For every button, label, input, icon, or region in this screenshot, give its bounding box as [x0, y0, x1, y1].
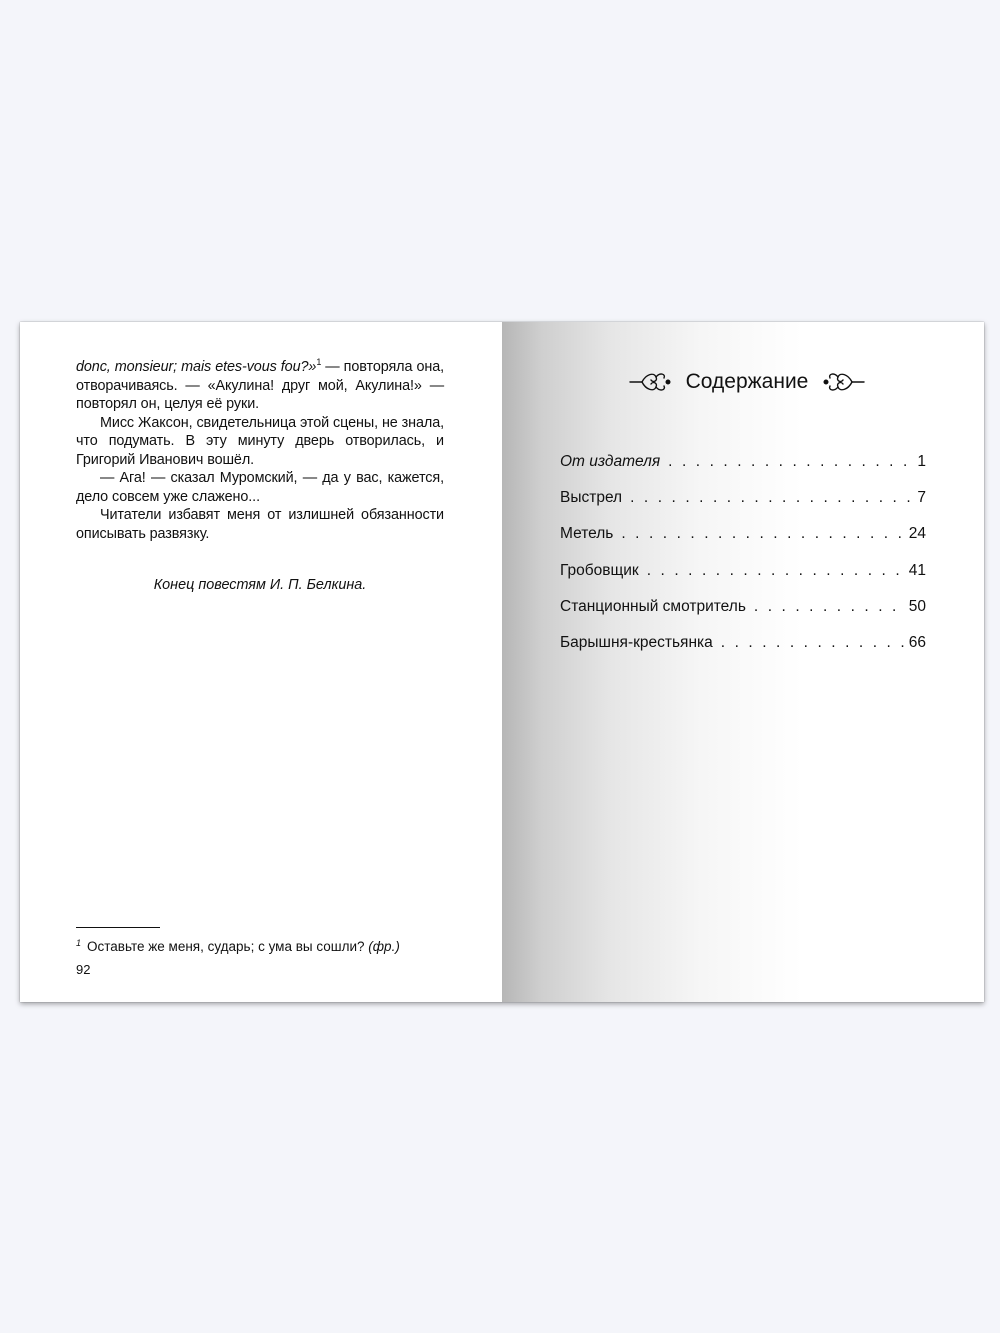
toc-entry-title: Станционный смотритель: [560, 597, 746, 615]
footnote-language: (фр.): [368, 939, 400, 954]
toc-leader-dots: [647, 562, 907, 580]
toc-leader-dots: [721, 634, 907, 652]
footnote-text: Оставьте же меня, сударь; с ума вы сошли?: [87, 939, 365, 954]
paragraph-text: — повторяла она, отворачиваясь. — «Акулина! друг мой, Акулина!» — повторял он, целуя её руки.: [76, 359, 444, 412]
page-number: 92: [76, 962, 91, 977]
left-flourish-icon: [628, 368, 672, 396]
toc-entry-page: 50: [908, 597, 926, 615]
toc-leader-dots: [754, 598, 907, 616]
paragraph: [76, 358, 444, 414]
toc-entry[interactable]: [560, 489, 926, 525]
toc-entry[interactable]: [560, 562, 926, 598]
toc-heading: [602, 362, 892, 402]
toc-entry-page: 24: [908, 525, 926, 543]
toc-entry-title: Метель: [560, 525, 614, 543]
toc-entry-title: Выстрел: [560, 489, 623, 507]
toc-leader-dots: [630, 489, 915, 507]
left-page: [20, 322, 502, 1002]
french-phrase: donc, monsieur; mais etes-vous fou?»: [76, 359, 317, 375]
toc-entry-title: Гробовщик: [560, 561, 639, 579]
toc-title: Содержание: [685, 370, 809, 393]
toc-entry-title: Барышня-крестьянка: [560, 633, 713, 651]
ending-line: Конец повестям И. П. Белкина.: [153, 577, 367, 593]
right-flourish-icon: [822, 368, 866, 396]
toc-list: [560, 453, 926, 670]
toc-entry-title: От издателя: [560, 453, 661, 470]
body-text: [76, 358, 444, 543]
book-spread: [20, 322, 984, 1002]
footnote-mark: 1: [76, 937, 82, 948]
toc-entry[interactable]: [560, 598, 926, 634]
toc-entry-page: 1: [917, 453, 926, 470]
toc-entry[interactable]: [560, 453, 926, 489]
toc-entry[interactable]: [560, 634, 926, 670]
paragraph: Читатели избавят меня от излишней обязанности описывать развязку.: [76, 507, 444, 542]
footnote-divider: [76, 927, 160, 928]
toc-entry-page: 7: [917, 489, 926, 507]
toc-entry-page: 66: [908, 633, 926, 651]
footnote: [76, 939, 400, 954]
toc-entry-page: 41: [908, 561, 926, 579]
paragraph: Мисс Жаксон, свидетельница этой сцены, не знала, что подумать. В эту минуту дверь отворилась, и Григорий Иванович вошёл.: [76, 414, 444, 468]
paragraph: — Ага! — сказал Муромский, — да у вас, кажется, дело совсем уже слажено...: [76, 470, 444, 505]
right-page: [502, 322, 984, 1002]
toc-entry[interactable]: [560, 525, 926, 561]
toc-leader-dots: [621, 525, 906, 543]
toc-leader-dots: [668, 453, 915, 471]
footnote-reference: 1: [316, 357, 322, 368]
